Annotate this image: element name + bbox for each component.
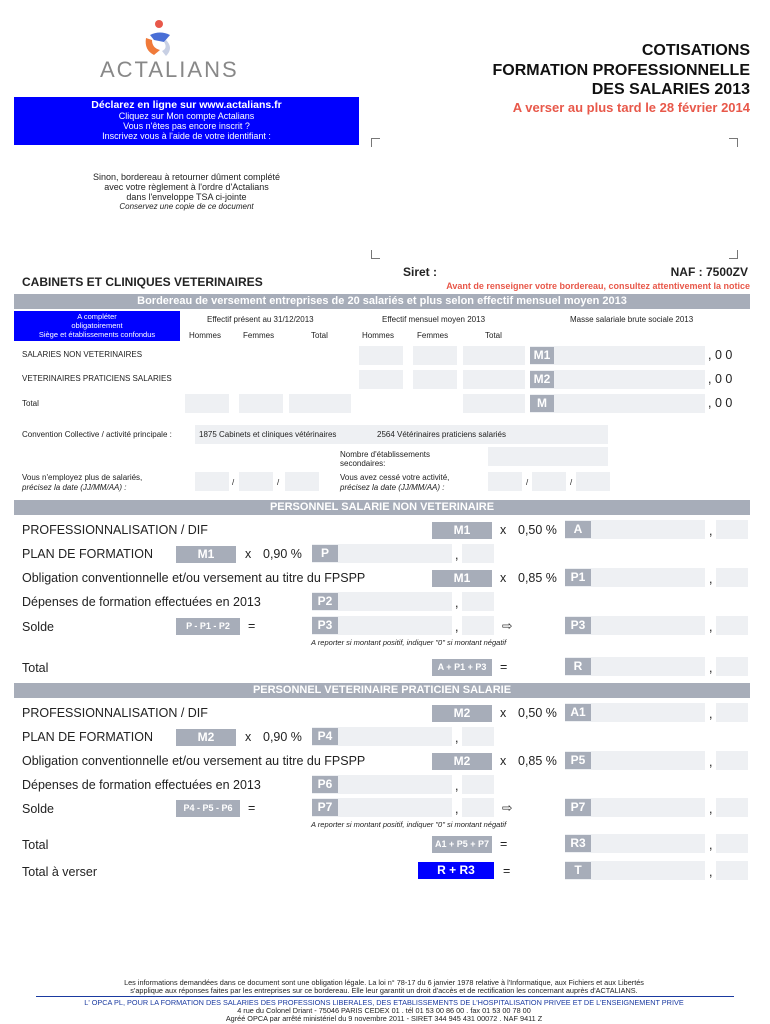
online-box[interactable] [14,97,359,145]
solde-label-1: Solde [22,620,54,634]
code-m: M [530,395,554,412]
return-line4: Conservez une copie de ce document [119,202,254,211]
code-p7-report: P7 [565,799,591,816]
slash-3: / [526,478,529,487]
s2-rate-085: 0,85 % [518,754,557,768]
col-femmes-2: Femmes [417,331,449,340]
non-vet-total-moyen-input[interactable] [463,346,525,365]
slash-1: / [232,478,235,487]
address-line: 4 rue du Colonel Driant - 75046 PARIS CEDEX 01 . tél 01 53 00 86 00 . fax 01 53 00 78 00 [237,1006,531,1015]
code-p3-report: P3 [565,617,591,634]
code-p3: P3 [312,617,338,634]
code-r3: R3 [565,835,591,852]
ceased-date-yy[interactable] [576,472,610,491]
vet-total-moyen-input[interactable] [463,370,525,389]
online-line4: Inscrivez vous à l'aide de votre identifiant : [102,131,271,141]
rr3-formula: R + R3 [418,862,494,879]
non-vet-decimals: , 0 0 [708,348,733,362]
title-line2: FORMATION PROFESSIONNELLE [492,62,750,79]
plan-label-1: PLAN DE FORMATION [22,547,154,561]
return-info [14,172,359,211]
convention-value2: 2564 Vétérinaires praticiens salariés [377,430,506,439]
p-comma: , [455,548,459,562]
p2-decimals-input[interactable] [462,592,494,611]
s1-x-1: x [500,523,507,537]
siret-label: Siret : [403,265,438,279]
r3-formula: A1 + P5 + P7 [432,836,492,853]
band-vet: PERSONNEL VETERINAIRE PRATICIEN SALARIE [14,683,750,698]
ceased-line2: précisez la date (JJ/MM/AA) : [340,483,445,492]
s1-eq-1: = [248,619,256,633]
total-total-present-input[interactable] [289,394,351,413]
non-vet-masse-input[interactable] [530,346,705,365]
deadline: A verser au plus tard le 28 février 2014 [512,100,750,115]
p3-comma: , [455,620,459,634]
code-p1: P1 [565,569,591,586]
return-line3: dans l'enveloppe TSA ci-jointe [126,192,247,202]
total-verser-label: Total à verser [22,865,98,879]
p3-decimals-input[interactable] [462,616,494,635]
r-comma: , [709,661,713,675]
code-t: T [565,862,591,879]
a-decimals-input[interactable] [716,520,748,539]
s1-x-3: x [500,571,507,585]
r-decimals-input[interactable] [716,657,748,676]
title-line1: COTISATIONS [641,42,750,59]
code-p7: P7 [312,799,338,816]
total-decimals: , 0 0 [708,396,733,410]
etab-label2: secondaires: [340,459,386,468]
s1-eq-2: = [500,660,508,674]
plan-label-2: PLAN DE FORMATION [22,730,154,744]
p7-decimals-input[interactable] [462,798,494,817]
online-line2: Cliquez sur Mon compte Actalians [118,111,255,121]
convention-value1: 1875 Cabinets et cliniques vétérinaires [199,430,337,439]
code-p5: P5 [565,752,591,769]
convention-label: Convention Collective / activité principale : [22,430,172,439]
total-total-moyen-input[interactable] [463,394,525,413]
corner-tl [371,138,380,147]
naf-label: NAF : 7500ZV [670,265,748,279]
r3-decimals-input[interactable] [716,834,748,853]
code-m2: M2 [530,371,554,388]
actalians-logo-icon [140,18,180,60]
row-non-vet-label: SALARIES NON VETERINAIRES [22,350,143,359]
p7-comma: , [455,802,459,816]
s1-rate-090: 0,90 % [263,547,302,561]
vet-decimals: , 0 0 [708,372,733,386]
etab-input[interactable] [488,447,608,466]
s1-m1-b: M1 [176,546,236,563]
band-non-vet: PERSONNEL SALARIE NON VETERINAIRE [14,500,750,515]
obligation-label-2: Obligation conventionnelle et/ou versement au titre du FPSPP [22,754,366,768]
no-employ-date-yy[interactable] [285,472,319,491]
title-line3: DES SALARIES 2013 [591,81,750,98]
p5-comma: , [709,755,713,769]
fill-line3: Siège et établissements confondus [38,330,156,339]
s2-x-3: x [500,754,507,768]
code-r: R [565,658,591,675]
total-label-1: Total [22,661,49,675]
vet-femmes-moyen-input[interactable] [413,370,457,389]
col-total-2: Total [485,331,502,340]
code-p6: P6 [312,776,338,793]
non-vet-femmes-moyen-input[interactable] [413,346,457,365]
no-employ-date-dd[interactable] [195,472,229,491]
p2-comma: , [455,596,459,610]
non-vet-hommes-moyen-input[interactable] [359,346,403,365]
code-p: P [312,545,338,562]
report-note-2: A reporter si montant positif, indiquer "0" si montant négatif [311,820,507,829]
p3-report-comma: , [709,620,713,634]
prof-dif-label-1: PROFESSIONNALISATION / DIF [22,523,208,537]
etab-label1: Nombre d'établissements [340,450,431,459]
no-employ-line2: précisez la date (JJ/MM/AA) : [22,483,127,492]
no-employ-line1: Vous n'employez plus de salariés, [22,473,143,482]
code-m1: M1 [530,347,554,364]
col-femmes-1: Femmes [243,331,275,340]
p7-report-comma: , [709,802,713,816]
vet-hommes-moyen-input[interactable] [359,370,403,389]
s2-eq-2: = [500,837,508,851]
fill-line1: A compléter [77,312,117,321]
total-femmes-present-input[interactable] [239,394,283,413]
s1-m1-a: M1 [432,522,492,539]
p5-decimals-input[interactable] [716,751,748,770]
ceased-line1: Vous avez cessé votre activité, [340,473,450,482]
online-line3: Vous n'êtes pas encore inscrit ? [123,121,250,131]
s1-x-2: x [245,547,252,561]
sector: CABINETS ET CLINIQUES VETERINAIRES [22,275,263,289]
a1-decimals-input[interactable] [716,703,748,722]
fill-line2: obligatoirement [71,321,123,330]
code-p2: P2 [312,593,338,610]
slash-4: / [570,478,573,487]
ceased-date-dd[interactable] [488,472,522,491]
s1-rate-085: 0,85 % [518,571,557,585]
fill-box [14,311,180,341]
total-label-2: Total [22,838,49,852]
s1-m1-c: M1 [432,570,492,587]
row-vet-label: VETERINAIRES PRATICIENS SALARIES [22,374,172,383]
s2-rate-090: 0,90 % [263,730,302,744]
col-hommes-2: Hommes [362,331,395,340]
col-total-1: Total [311,331,328,340]
solde-label-2: Solde [22,802,54,816]
row-total-label: Total [22,399,39,408]
return-line1: Sinon, bordereau à retourner dûment complété [92,172,281,182]
s2-rate-050: 0,50 % [518,706,557,720]
p1-comma: , [709,572,713,586]
s2-m2-c: M2 [432,753,492,770]
code-a: A [565,521,591,538]
arrow-icon-2: ⇨ [502,801,513,815]
brand-name: ACTALIANS [100,57,239,82]
p4-comma: , [455,731,459,745]
p1-decimals-input[interactable] [716,568,748,587]
r3-comma: , [709,838,713,852]
legal-line1: Les informations demandées dans ce document sont une obligation légale. La loi n° 78-17 du 6 janvier 1978 relative à l'Informatique, aux Fichiers et aux Libertés [124,978,644,987]
p7-formula: P4 - P5 - P6 [176,800,240,817]
band-bordereau: Bordereau de versement entreprises de 20 salariés et plus selon effectif mensuel moyen 2013 [14,294,750,309]
col-masse: Masse salariale brute sociale 2013 [570,315,694,324]
col-hommes-1: Hommes [189,331,222,340]
total-masse-input[interactable] [530,394,705,413]
t-comma: , [709,865,713,879]
corner-br [729,250,738,259]
footer [14,979,754,995]
legal-line2: s'applique aux réponses faites par les entreprises sur ce bordereau. Elle leur garantit un droit d'accès et de rectification les concernant auprès d'ACTALIANS. [130,986,638,995]
arrow-icon-1: ⇨ [502,619,513,633]
p-formula: P - P1 - P2 [176,618,240,635]
notice: Avant de renseigner votre bordereau, consultez attentivement la notice [446,281,750,291]
opca-line: L' OPCA PL, POUR LA FORMATION DES SALARIES DES PROFESSIONS LIBERALES, DES ETABLISSEMENTS DE L'HOSPITALISATION PRIVEE ET DE L'ENSEIGNEMENT PRIVE [84,998,684,1007]
s1-rate-050: 0,50 % [518,523,557,537]
col-effectif-moyen: Effectif mensuel moyen 2013 [382,315,486,324]
a1-comma: , [709,707,713,721]
total-hommes-present-input[interactable] [185,394,229,413]
s2-m2-a: M2 [432,705,492,722]
slash-2: / [277,478,280,487]
a-comma: , [709,524,713,538]
code-a1: A1 [565,704,591,721]
vet-masse-input[interactable] [530,370,705,389]
online-line1: Déclarez en ligne sur www.actalians.fr [91,99,282,111]
p4-decimals-input[interactable] [462,727,494,746]
depenses-label-1: Dépenses de formation effectuées en 2013 [22,595,261,609]
s2-x-1: x [500,706,507,720]
t-decimals-input[interactable] [716,861,748,880]
p6-decimals-input[interactable] [462,775,494,794]
footer-divider [36,996,734,997]
obligation-label-1: Obligation conventionnelle et/ou versement au titre du FPSPP [22,571,366,585]
col-effectif-present: Effectif présent au 31/12/2013 [207,315,314,324]
no-employ-date-mm[interactable] [239,472,273,491]
report-note-1: A reporter si montant positif, indiquer "0" si montant négatif [311,638,507,647]
s2-eq-3: = [503,864,511,878]
p3-report-decimals-input[interactable] [716,616,748,635]
s2-eq-1: = [248,801,256,815]
depenses-label-2: Dépenses de formation effectuées en 2013 [22,778,261,792]
s2-m2-b: M2 [176,729,236,746]
p6-comma: , [455,779,459,793]
p-decimals-input[interactable] [462,544,494,563]
return-line2: avec votre règlement à l'ordre d'Actalians [104,182,269,192]
r-formula: A + P1 + P3 [432,659,492,676]
s2-x-2: x [245,730,252,744]
corner-bl [371,250,380,259]
agree-line: Agréé OPCA par arrêté ministériel du 9 novembre 2011 - SIRET 344 945 431 00072 . NAF 9411 Z [225,1014,543,1023]
prof-dif-label-2: PROFESSIONNALISATION / DIF [22,706,208,720]
code-p4: P4 [312,728,338,745]
ceased-date-mm[interactable] [532,472,566,491]
p7-report-decimals-input[interactable] [716,798,748,817]
corner-tr [729,138,738,147]
